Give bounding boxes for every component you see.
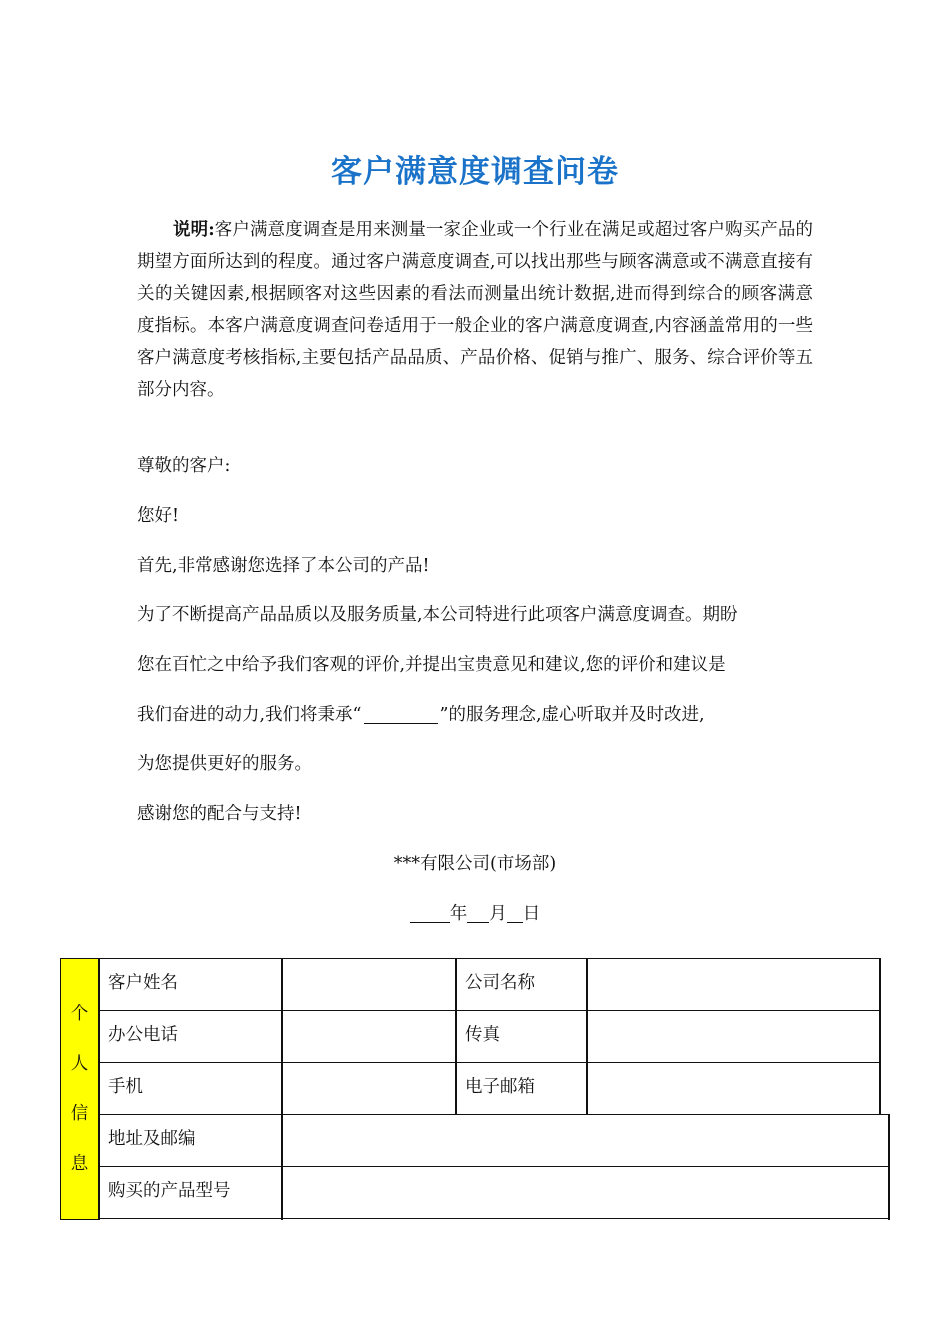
section-char: 息 (70, 1154, 89, 1174)
mobile-field[interactable] (283, 1064, 454, 1113)
day-blank[interactable] (507, 904, 523, 923)
table-border-bottom (100, 1218, 890, 1219)
body-line-4: 为您提供更好的服务。 (137, 754, 312, 774)
row-divider (100, 1166, 890, 1167)
section-char: 个 (70, 1004, 89, 1024)
salutation: 尊敬的客户: (137, 456, 231, 476)
office-phone-label: 办公电话 (108, 1025, 178, 1045)
table-border-right (879, 958, 881, 1115)
fax-field[interactable] (588, 1012, 878, 1061)
personal-info-table (60, 958, 890, 1220)
body-line-3-after: ”的服务理念,虚心听取并及时改进, (439, 705, 705, 725)
row-divider (100, 1062, 880, 1063)
body-line-3-before: 我们奋进的动力,我们将秉承“ (137, 705, 362, 725)
intro-paragraph (137, 214, 813, 406)
table-border-right (888, 1114, 890, 1220)
email-field[interactable] (588, 1064, 878, 1113)
year-blank[interactable] (410, 904, 450, 923)
section-char: 人 (70, 1054, 89, 1074)
column-divider (455, 958, 457, 1115)
body-line-1: 为了不断提高产品品质以及服务质量,本公司特进行此项客户满意度调查。期盼 (137, 605, 738, 625)
closing: 感谢您的配合与支持! (137, 804, 302, 824)
product-model-label: 购买的产品型号 (108, 1181, 231, 1201)
mobile-label: 手机 (108, 1077, 143, 1097)
intro-label: 说明: (173, 220, 215, 240)
thanks-first: 首先,非常感谢您选择了本公司的产品! (137, 556, 430, 576)
table-border-top (100, 958, 880, 959)
section-label-personal-info (60, 958, 100, 1220)
office-phone-field[interactable] (283, 1012, 454, 1061)
address-zip-field[interactable] (283, 1116, 887, 1165)
address-zip-label: 地址及邮编 (108, 1129, 196, 1149)
row-divider (100, 1010, 880, 1011)
year-label: 年 (449, 904, 468, 924)
company-name-label: 公司名称 (465, 973, 535, 993)
company-signature: ***有限公司(市场部) (393, 854, 557, 874)
month-blank[interactable] (467, 904, 489, 923)
company-name-field[interactable] (588, 960, 878, 1009)
page-title: 客户满意度调查问卷 (331, 154, 619, 190)
body-line-3 (137, 701, 827, 726)
month-label: 月 (489, 904, 507, 924)
body-line-2: 您在百忙之中给予我们客观的评价,并提出宝贵意见和建议,您的评价和建议是 (137, 655, 726, 675)
greeting: 您好! (137, 506, 180, 526)
customer-name-label: 客户姓名 (108, 973, 178, 993)
intro-text: 客户满意度调查是用来测量一家企业或一个行业在满足或超过客户购买产品的期望方面所达到的程度。通过客户满意度调查,可以找出那些与顾客满意或不满意直接有关的关键因素,根据顾客对这些因素的看法而测量出统计数据,进而得到综合的顾客满意度指标。本客户满意度调查问卷适用于一般企业的客户满意度调查,内容涵盖常用的一些客户满意度考核指标,主要包括产品品质、产品价格、促销与推广、服务、综合评价等五部分内容。 (137, 220, 813, 400)
day-label: 日 (522, 904, 541, 924)
product-model-field[interactable] (283, 1168, 887, 1217)
customer-name-field[interactable] (283, 960, 454, 1009)
date-line (0, 900, 950, 925)
row-divider (100, 1114, 890, 1115)
fax-label: 传真 (465, 1025, 500, 1045)
section-char: 信 (70, 1104, 89, 1124)
service-concept-blank[interactable] (364, 705, 438, 724)
email-label: 电子邮箱 (465, 1077, 535, 1097)
